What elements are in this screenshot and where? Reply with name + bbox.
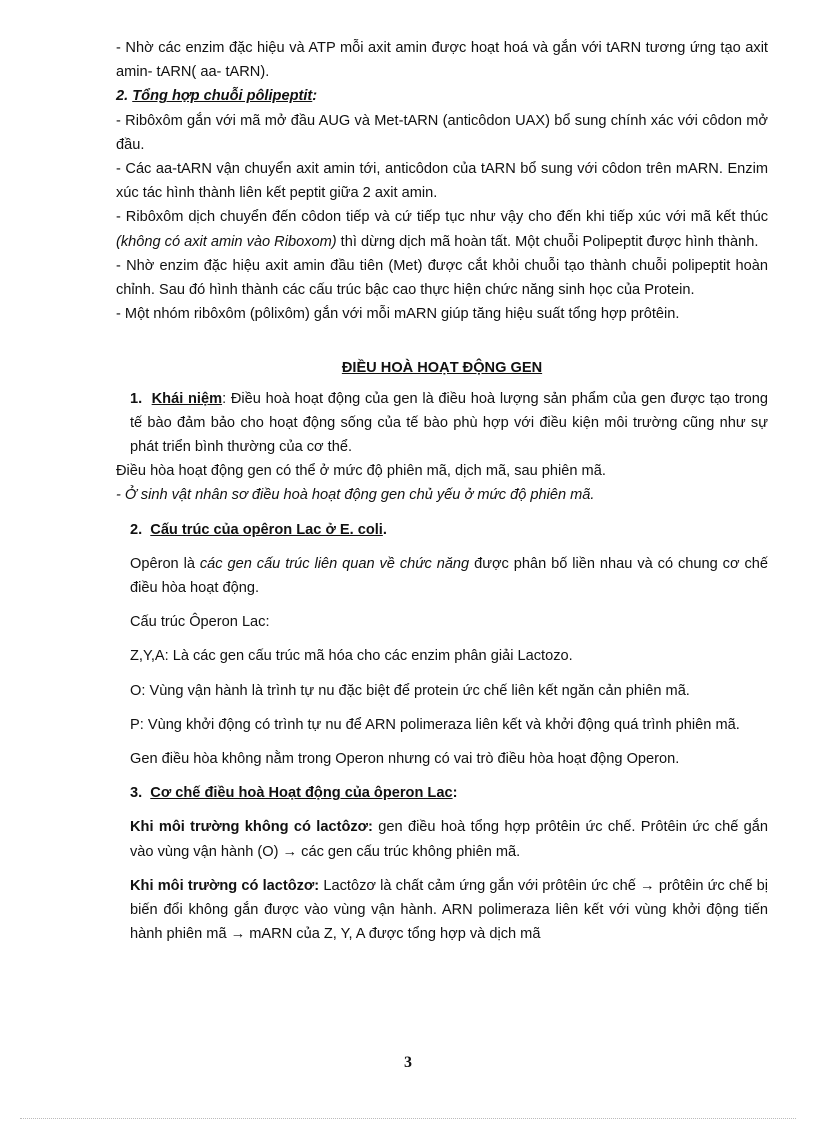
paragraph-activation: - Nhờ các enzim đặc hiệu và ATP mỗi axit amin được hoạt hoá và gắn với tARN tương ứng tạo axit amin- tARN( aa- tARN). — [116, 40, 768, 81]
subheading-text: Tổng hợp chuỗi pôlipeptit — [132, 88, 313, 105]
italic-run: các gen cấu trúc liên quan về chức năng — [199, 555, 470, 572]
heading-mechanism — [116, 781, 768, 805]
paragraph-met-cleave: - Nhờ enzim đặc hiệu axit amin đầu tiên (Met) được cắt khỏi chuỗi tạo thành chuỗi polipeptit hoàn chỉnh. Sau đó hình thành các cấu trúc bậc cao thực hiện chức năng sinh học của Protein. — [116, 257, 768, 299]
text-run: - Ribôxôm dịch chuyển đến côdon tiếp và cứ tiếp tục như vậy cho đến khi tiếp xúc với mã kết thúc — [116, 209, 768, 226]
paragraph-promoter: P: Vùng khởi động có trình tự nu để ARN polimeraza liên kết và khởi động quá trình phiên mã. — [130, 716, 740, 733]
text-run: được phân bố liền nhau và có chung cơ chế điều hòa hoạt động. — [130, 555, 768, 597]
bold-run: Khi môi trường không có lactôzơ: — [130, 819, 373, 836]
paragraph-operon-def — [116, 552, 768, 600]
paragraph-zya: Z,Y,A: Là các gen cấu trúc mã hóa cho các enzim phân giải Lactozo. — [130, 648, 573, 665]
concept-label: Khái niệm — [151, 390, 223, 407]
paragraph-translocation — [116, 205, 768, 253]
paragraph-ribosome-start: - Ribôxôm gắn với mã mở đầu AUG và Met-tARN (anticôdon UAX) bổ sung chính xác với côdon mở đầu. — [116, 112, 768, 153]
page-number: 3 — [404, 1054, 412, 1071]
bold-run: Khi môi trường có lactôzơ: — [130, 877, 320, 894]
paragraph-structure: Cấu trúc Ôperon Lac: — [130, 614, 270, 631]
paragraph-lactose — [116, 874, 768, 947]
heading-text: Cấu trúc của opêron Lac ở E. coli — [150, 521, 383, 538]
italic-run: (không có axit amin vào Riboxom) — [116, 233, 337, 250]
text-run: thì dừng dịch mã hoàn tất. Một chuỗi Polipeptit được hình thành. — [336, 233, 759, 250]
page-bottom-divider — [20, 1118, 796, 1119]
text-run: gen điều hoà tổng hợp prôtêin ức chế. Prôtêin ức chế gắn vào vùng vận hành (O) → các gen cấu trúc không phiên mã. — [130, 819, 769, 860]
heading-number: 3. — [130, 785, 143, 802]
subheading-polypeptide — [116, 84, 768, 108]
subheading-number: 2. — [116, 88, 129, 105]
heading-number: 2. — [130, 521, 143, 538]
paragraph-operator: O: Vùng vận hành là trình tự nu đặc biệt để protein ức chế liên kết ngăn cản phiên mã. — [130, 682, 690, 699]
heading-text: Cơ chế điều hoà Hoạt động của ôperon Lac — [150, 785, 453, 802]
heading-dot: . — [382, 521, 387, 538]
paragraph-prokaryote: - Ở sinh vật nhân sơ điều hoà hoạt động gen chủ yếu ở mức độ phiên mã. — [116, 487, 595, 504]
paragraph-regulator: Gen điều hòa không nằm trong Operon nhưng có vai trò điều hòa hoạt động Operon. — [130, 751, 680, 768]
heading-lac-structure — [116, 518, 768, 542]
document-page — [116, 36, 768, 947]
section-title: ĐIỀU HOÀ HOẠT ĐỘNG GEN — [341, 360, 543, 377]
paragraph-polysome: - Một nhóm ribôxôm (pôlixôm) gắn với mỗi mARN giúp tăng hiệu suất tổng hợp prôtêin. — [116, 306, 680, 323]
paragraph-levels: Điều hòa hoạt động gen có thể ở mức độ phiên mã, dịch mã, sau phiên mã. — [116, 463, 606, 480]
heading-number: 1. — [130, 390, 143, 407]
text-run: Lactôzơ là chất cảm ứng gắn với prôtêin ức chế → prôtêin ức chế bị biến đổi không gắn được vào vùng vận hành. ARN polimeraza liên kết với vùng khởi động tiến hành phiên mã → mARN của Z, Y, A được tổng hợp và dịch mã — [130, 877, 769, 943]
concept-text: : Điều hoà hoạt động của gen là điều hoà lượng sản phẩm của gen được tạo trong tế bào đảm bảo cho hoạt động sống của tế bào phù hợp với điều kiện môi trường cũng như sự phát triển bình thường của cơ thể. — [130, 390, 768, 456]
paragraph-concept — [116, 387, 768, 460]
subheading-colon: : — [312, 88, 318, 105]
text-run: Opêron là — [130, 555, 200, 572]
paragraph-no-lactose — [116, 815, 768, 863]
heading-colon: : — [452, 785, 458, 802]
paragraph-aa-trna: - Các aa-tARN vận chuyển axit amin tới, anticôdon của tARN bổ sung với côdon trên mARN. Enzim xúc tác hình thành liên kết peptit giữa 2 axit amin. — [116, 161, 768, 202]
